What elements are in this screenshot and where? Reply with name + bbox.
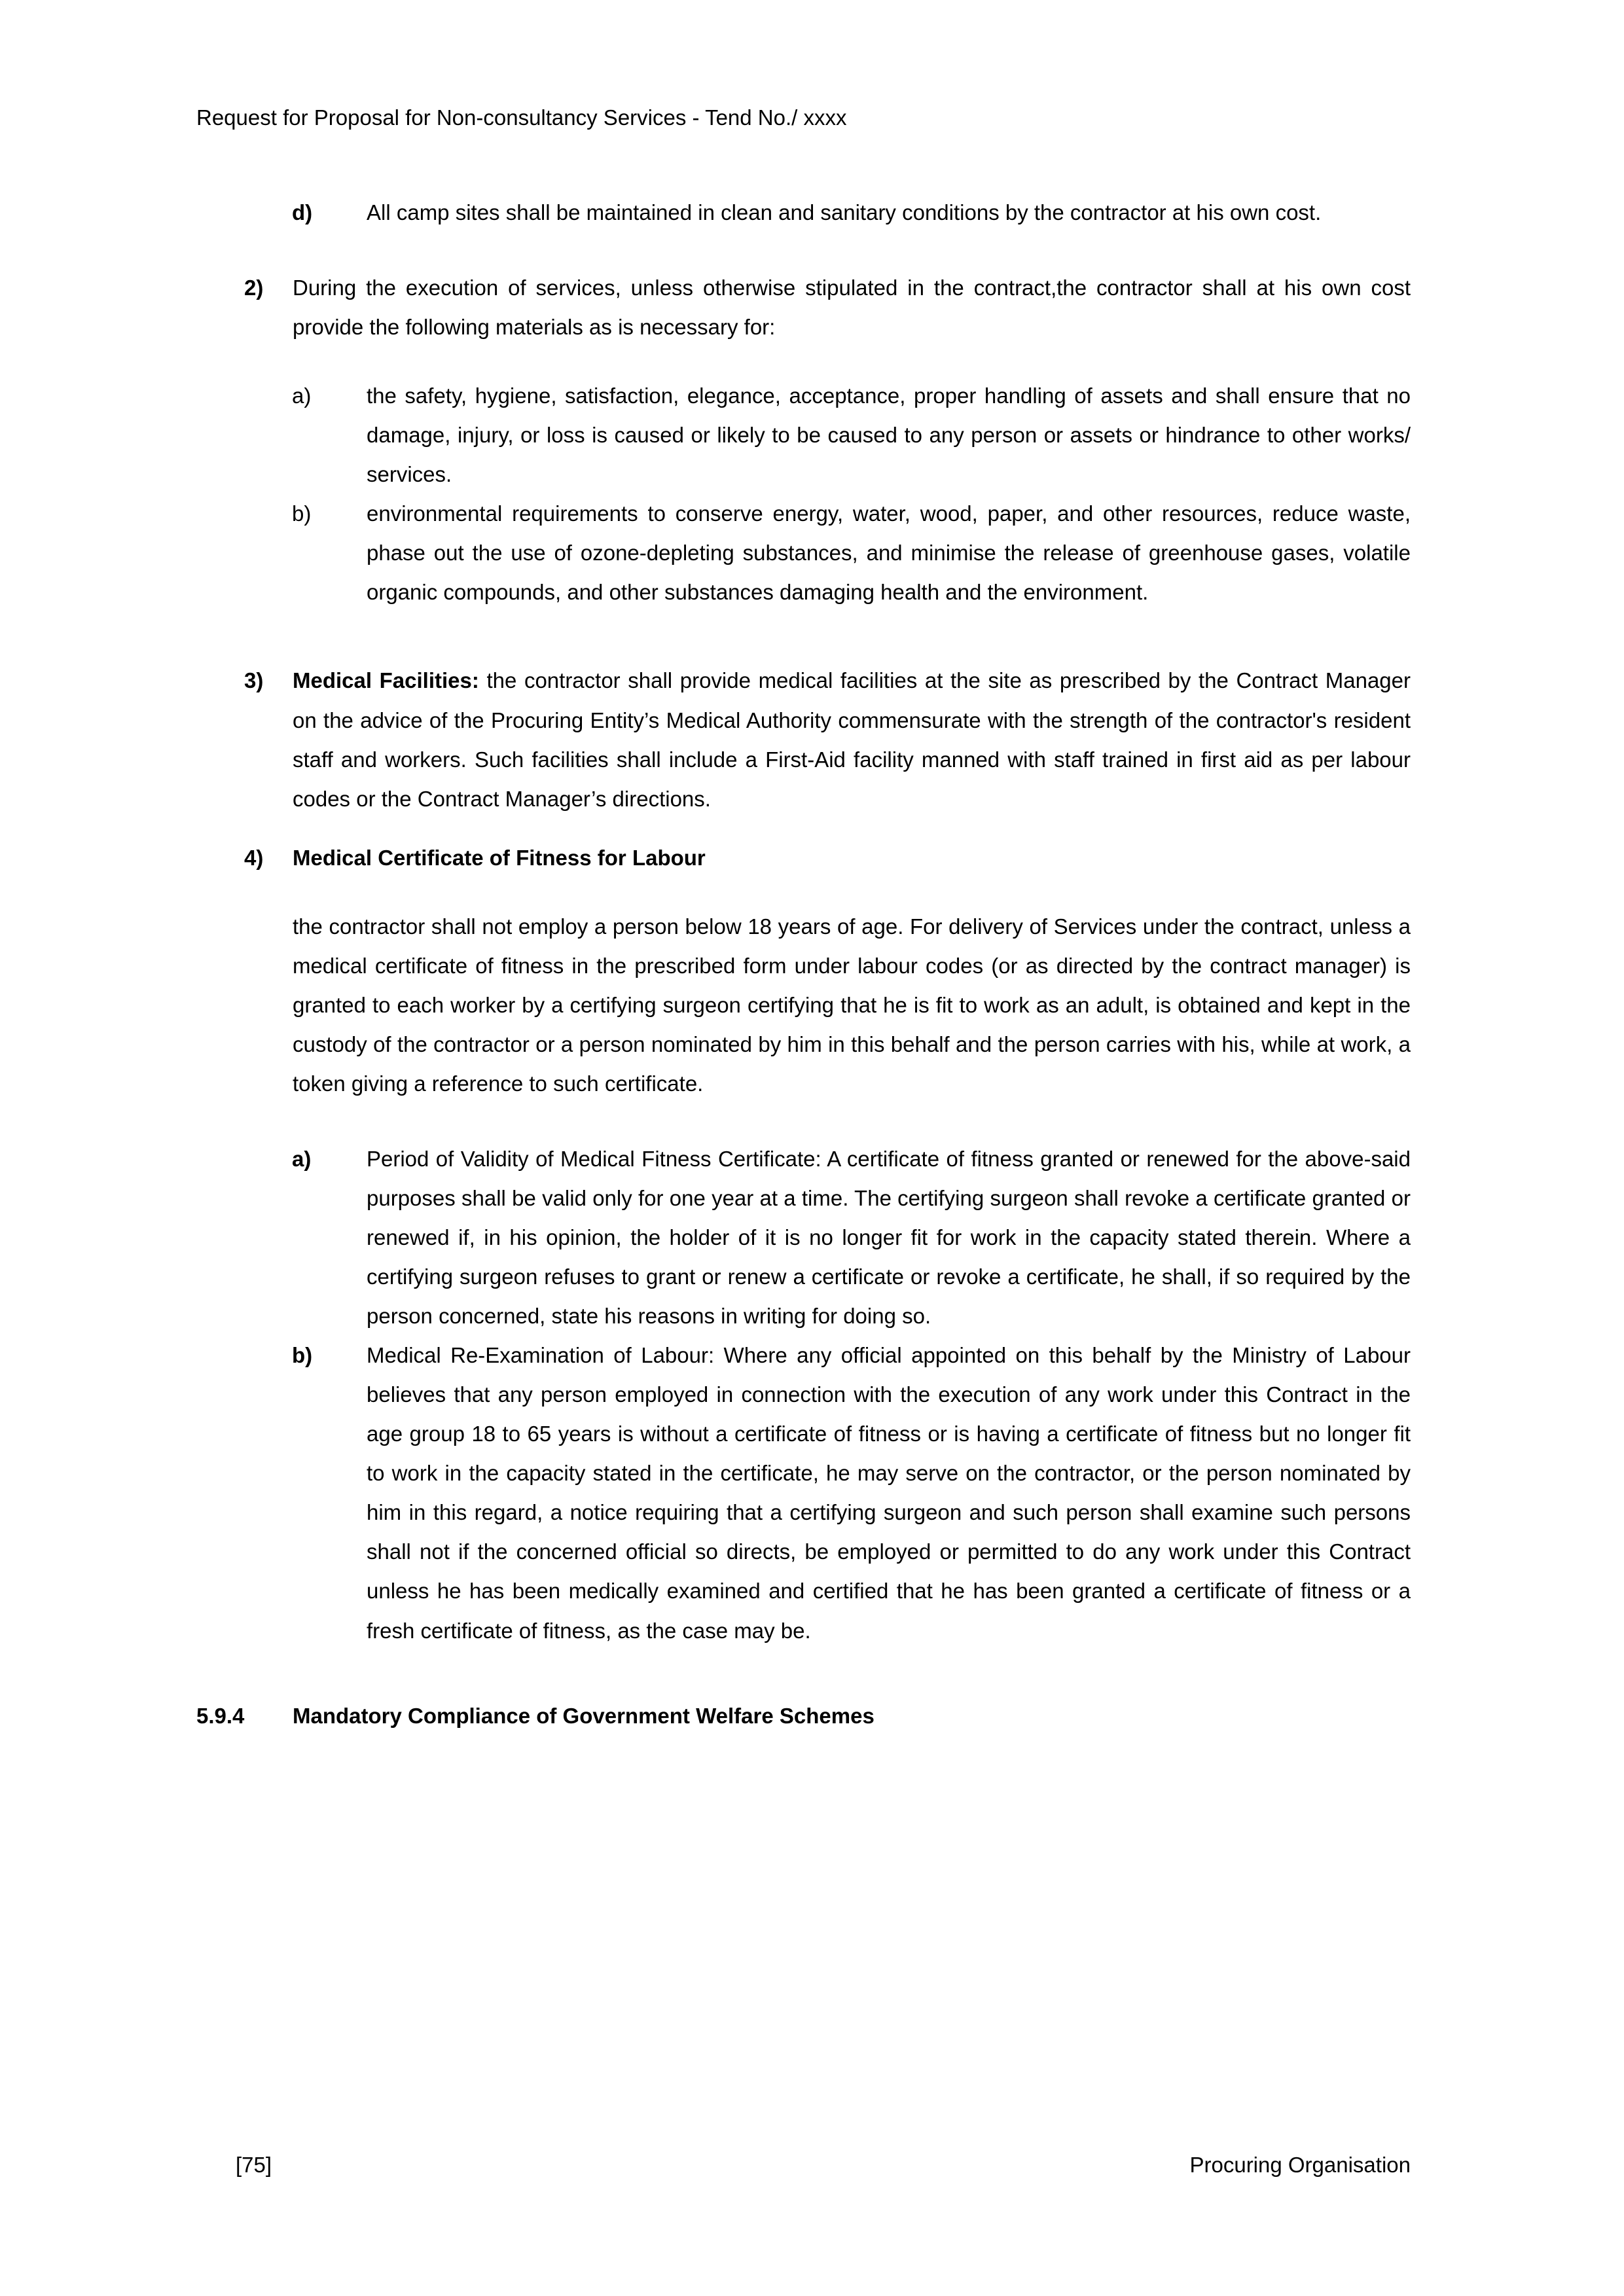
list-item-2a-text: the safety, hygiene, satisfaction, elegance, acceptance, proper handling of assets and shall ensure that no damage, injury, or loss is caused or likely to be caused to any person or assets or hindrance to other works/ services. [367,384,1411,487]
list-item-2 [244,268,1411,347]
list-item-4-heading: Medical Certificate of Fitness for Labour [293,845,706,870]
list-item-2-label: 2) [244,276,264,300]
list-item-2a-label: a) [292,384,312,408]
list-item-d-label: d) [292,200,313,225]
list-item-2a [292,376,1411,494]
footer-organisation: Procuring Organisation [1189,2152,1411,2177]
list-item-3-label: 3) [244,668,264,693]
list-item-4b [292,1336,1411,1650]
section-number: 5.9.4 [196,1703,245,1728]
list-item-2b [292,494,1411,612]
list-item-4b-text: Medical Re-Examination of Labour: Where any official appointed on this behalf by the Ministry of Labour believes that any person employed in connection with the execution of any work under this Contract in the age group 18 to 65 years is without a certificate of fitness or is having a certificate of fitness but no longer fit to work in the capacity stated in the certificate, he may serve on the contractor, or the person nominated by him in this regard, a notice requiring that a certifying surgeon and such person shall examine such persons shall not if the concerned official so directs, be employed or permitted to do any work under this Contract unless he has been medically examined and certified that he has been granted a certificate of fitness or a fresh certificate of fitness, as the case may be. [367,1343,1411,1643]
list-item-3-lead: Medical Facilities: [293,668,479,693]
list-item-2b-text: environmental requirements to conserve energy, water, wood, paper, and other resources, reduce waste, phase out the use of ozone-depleting substances, and minimise the release of greenhouse gases, volatile organic compounds, and other substances damaging health and the environment. [367,501,1411,605]
list-item-2b-label: b) [292,501,312,526]
list-item-4 [244,838,1411,878]
document-footer [196,2145,1411,2185]
list-item-4b-label: b) [292,1343,313,1368]
document-body [196,193,1411,1736]
list-item-d-text: All camp sites shall be maintained in clean and sanitary conditions by the contractor at his own cost. [367,200,1322,225]
section-title: Mandatory Compliance of Government Welfare Schemes [293,1703,875,1728]
list-item-2-text: During the execution of services, unless otherwise stipulated in the contract,the contractor shall at his own cost provide the following materials as is necessary for: [293,276,1411,340]
list-item-d [292,193,1411,232]
section-heading-5-9-4 [196,1696,1411,1736]
footer-page-number: [75] [236,2152,272,2177]
document-header [196,98,1411,137]
list-item-3-body: the contractor shall provide medical facilities at the site as prescribed by the Contract Manager on the advice of the Procuring Entity’s Medical Authority commensurate with the strength of the contractor's resident staff and workers. Such facilities shall include a First-Aid facility manned with staff trained in first aid as per labour codes or the Contract Manager’s directions. [293,668,1411,811]
list-item-4a [292,1139,1411,1336]
list-item-3-text [293,661,1411,818]
list-item-3 [244,661,1411,818]
list-item-4-label: 4) [244,845,264,870]
list-item-4a-text: Period of Validity of Medical Fitness Certificate: A certificate of fitness granted or renewed for the above-said purposes shall be valid only for one year at a time. The certifying surgeon shall revoke a certificate granted or renewed if, in his opinion, the holder of it is no longer fit for work in the capacity stated therein. Where a certifying surgeon refuses to grant or renew a certificate or revoke a certificate, he shall, if so required by the person concerned, state his reasons in writing for doing so. [367,1146,1411,1329]
list-item-4a-label: a) [292,1146,312,1171]
item-4-paragraph: the contractor shall not employ a person below 18 years of age. For delivery of Services under the contract, unless a medical certificate of fitness in the prescribed form under labour codes (or as directed by the contract manager) is granted to each worker by a certifying surgeon certifying that he is fit to work as an adult, is obtained and kept in the custody of the contractor or a person nominated by him in this behalf and the person carries with his, while at work, a token giving a reference to such certificate. [293,914,1411,1096]
header-title: Request for Proposal for Non-consultancy Services - Tend No./ xxxx [196,105,847,130]
